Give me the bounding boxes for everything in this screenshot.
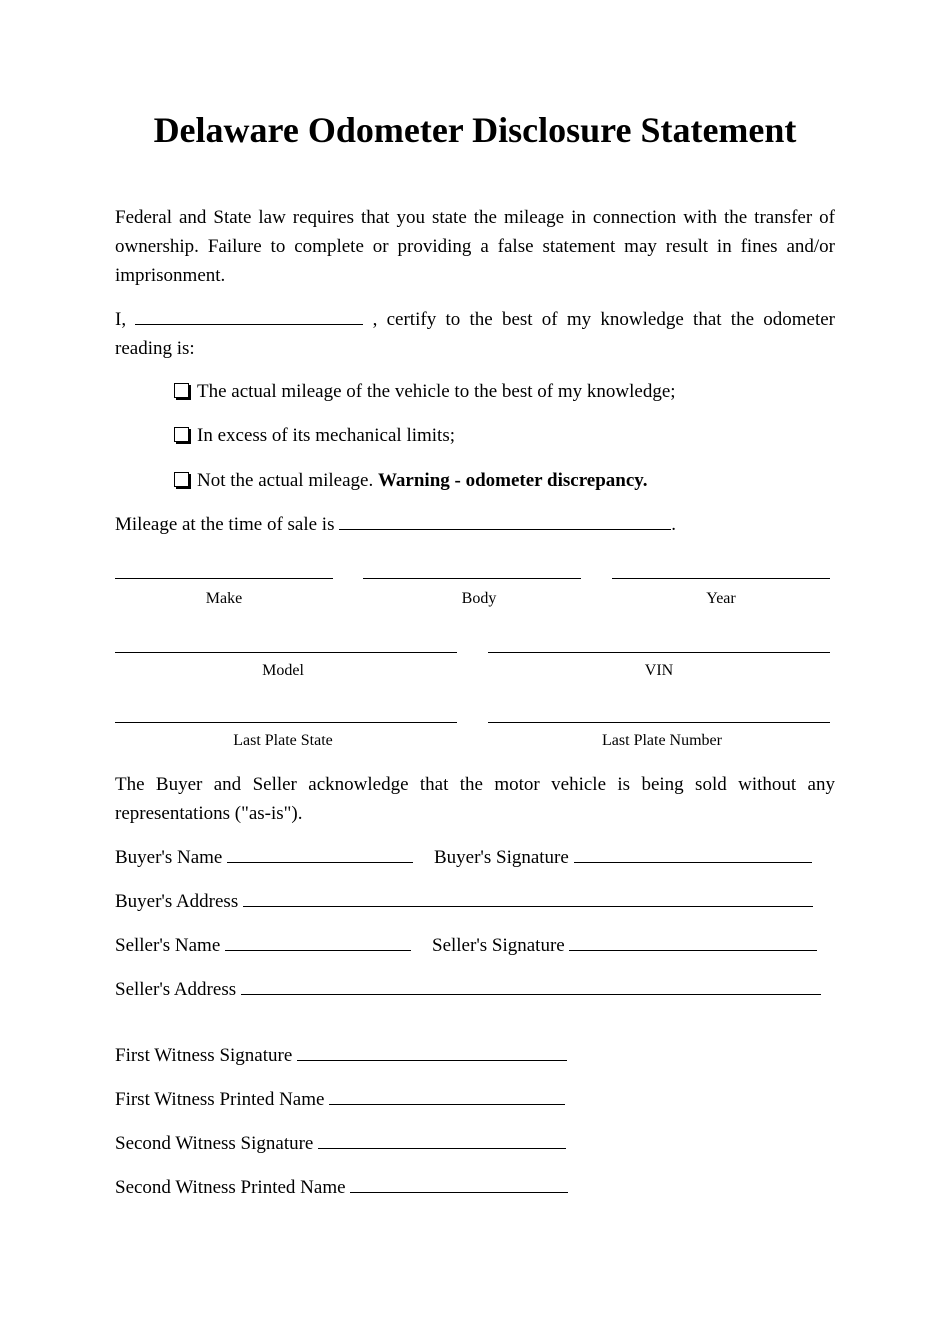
body-label: Body: [461, 590, 497, 607]
buyer-name-field[interactable]: [227, 845, 413, 863]
seller-name-field[interactable]: [225, 933, 411, 951]
buyer-signature-row: [434, 845, 812, 870]
year-label: Year: [706, 590, 736, 607]
buyer-address-row: [115, 889, 813, 914]
last-plate-state-field[interactable]: [115, 722, 457, 723]
year-field[interactable]: [612, 578, 830, 579]
mileage-label: Mileage at the time of sale is: [115, 514, 335, 535]
second-witness-signature-row: [115, 1131, 566, 1156]
model-label: Model: [262, 662, 304, 679]
discrepancy-warning: Warning - odometer discrepancy.: [377, 470, 648, 491]
seller-address-row: [115, 977, 821, 1002]
certify-statement: [115, 305, 835, 363]
last-plate-state-label: Last Plate State: [233, 732, 333, 749]
seller-address-field[interactable]: [241, 977, 821, 995]
option-label: The actual mileage of the vehicle to the best of my knowledge;: [197, 381, 676, 402]
make-label: Make: [205, 590, 243, 607]
seller-address-label: Seller's Address: [115, 979, 237, 1000]
mileage-field[interactable]: [339, 512, 671, 530]
option-label: In excess of its mechanical limits;: [197, 425, 456, 446]
certify-suffix: , certify to the best of my knowledge that the odometer reading is:: [115, 309, 836, 359]
seller-signature-label: Seller's Signature: [432, 935, 565, 956]
second-witness-printed-row: [115, 1175, 568, 1200]
body-field[interactable]: [363, 578, 581, 579]
first-witness-printed-row: [115, 1087, 565, 1112]
first-witness-printed-field[interactable]: [329, 1087, 565, 1105]
vin-label: VIN: [644, 662, 674, 679]
vin-field[interactable]: [488, 652, 830, 653]
mileage-end: .: [671, 514, 676, 535]
last-plate-number-field[interactable]: [488, 722, 830, 723]
second-witness-signature-label: Second Witness Signature: [115, 1133, 314, 1154]
model-field[interactable]: [115, 652, 457, 653]
first-witness-printed-label: First Witness Printed Name: [115, 1089, 325, 1110]
seller-name-row: [115, 933, 411, 958]
checkbox-icon[interactable]: [174, 383, 189, 398]
buyer-address-label: Buyer's Address: [115, 891, 239, 912]
first-witness-signature-row: [115, 1043, 567, 1068]
seller-name-label: Seller's Name: [115, 935, 221, 956]
first-witness-signature-field[interactable]: [297, 1043, 567, 1061]
buyer-address-field[interactable]: [243, 889, 813, 907]
option-excess-limits[interactable]: [174, 424, 455, 448]
option-label: Not the actual mileage.: [197, 470, 374, 491]
second-witness-printed-label: Second Witness Printed Name: [115, 1177, 346, 1198]
second-witness-printed-field[interactable]: [350, 1175, 568, 1193]
buyer-signature-label: Buyer's Signature: [434, 847, 569, 868]
checkbox-icon[interactable]: [174, 427, 189, 442]
as-is-statement: The Buyer and Seller acknowledge that the motor vehicle is being sold without any representations ("as-is").: [115, 774, 835, 824]
option-actual-mileage[interactable]: [174, 380, 676, 404]
seller-signature-field[interactable]: [569, 933, 817, 951]
mileage-row: [115, 512, 676, 537]
checkbox-icon[interactable]: [174, 472, 189, 487]
buyer-name-row: [115, 845, 413, 870]
first-witness-signature-label: First Witness Signature: [115, 1045, 293, 1066]
certifier-name-field[interactable]: [135, 307, 363, 325]
buyer-signature-field[interactable]: [574, 845, 812, 863]
intro-paragraph: Federal and State law requires that you state the mileage in connection with the transfer of ownership. Failure to complete or providing a false statement may result in fines and/or imprisonment.: [115, 207, 835, 286]
seller-signature-row: [432, 933, 817, 958]
form-title: Delaware Odometer Disclosure Statement: [153, 110, 797, 150]
second-witness-signature-field[interactable]: [318, 1131, 566, 1149]
option-not-actual[interactable]: [174, 469, 648, 493]
make-field[interactable]: [115, 578, 333, 579]
last-plate-number-label: Last Plate Number: [602, 732, 722, 749]
certify-prefix: I,: [115, 309, 127, 330]
buyer-name-label: Buyer's Name: [115, 847, 223, 868]
